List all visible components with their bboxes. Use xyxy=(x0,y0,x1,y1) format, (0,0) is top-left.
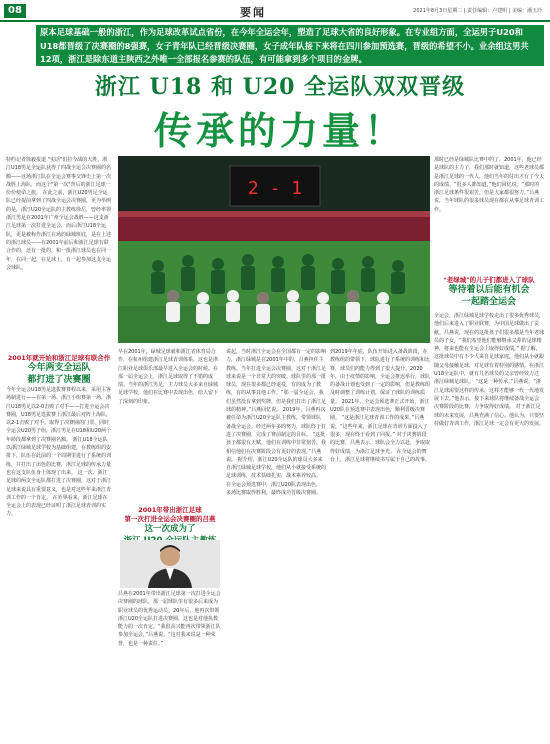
header-rule xyxy=(0,20,550,22)
headline-line2: 传承的力量！ xyxy=(153,108,406,153)
subhead-5 xyxy=(434,275,544,308)
subhead-5-line1: 等待着以后能有机会 xyxy=(448,285,530,295)
dateline: 2021年8月3日星期二 | 责任编辑：卢建明 | 美编：潘玉玲 xyxy=(413,8,542,14)
subhead-2-line1: 这一次成为了 xyxy=(144,524,196,534)
body-column-1: 特约记者徐毅报道 "实话"们拉今战的大胜，浙江U18男足全运队获得了四战全运会决赛圈的名额——这场浙江队在全运会赛事交锋史上第一次战胜上海队，而这个"第一次"背后的浙江足球一份份使命之旅。 在此之前，浙江U20男足全运队已经提前拿到了四战全运会决赛圈，更为举例的是，浙江U20全运队的主教练徐岳，曾经率领浙江男足在2001年广州全运会战胜——这支浙江足球第一次打进全运会，而后浙江U18全运队，更是被称作浙江在场的绿城班底，是在上述的浙江球员——在2001年前后和浙江足球有联合作的，还有一批的，和一批浙江球员也在同一年，在同一起，在足球上，有一起参加这支全运会球队。 xyxy=(6,157,112,271)
team-photo-illustration xyxy=(118,156,430,343)
subhead-1-line1: 今年两支全运队 xyxy=(27,363,91,373)
body-column-2: 早在2001年，绿城足球就和浙江省体育局合作，在杭州组建浙江足球青训体系，这也是浙江职业足球俱乐部最早进入全运会的时候。在那一届全运会上，浙江足球取得了不错的成绩。当年的浙江男足，主力球员大多来自绿城足球学校，他们在比赛中表现出色，给人留下了深刻的印象。 xyxy=(118,349,219,405)
subhead-5-kicker: "老绿城"的儿子们都进入了球队 xyxy=(443,276,535,284)
subhead-1-line2: 都打进了决赛圈 xyxy=(27,375,91,385)
body-column-5b: 全运会，浙江绿城足球学校走出了很多优秀球员，他们后来进入了职业联赛，为中国足球做出了贡献。吕燕说，现在的这批孩子们很多都是当年老球员的子女，“我们希望他们能够继承父辈的足球精神，将来也能在全运会上取得好成绩。” 据了解，这批球员中有不少人来自足球家庭，他们从小就跟随父母接触足球，对足球有着特别的感情。在浙江U18全运队中，就有几名球员的父亲曾经效力过浙江绿城足球队。 “这是一种传承，”吕燕说，“浙江足球需要这样的传承，这样才能够一代一代地发展下去。”他表示，接下来球队将继续备战全运会决赛阶段的比赛，力争取得好成绩。 对于浙江足球的未来发展，吕燕充满了信心。他认为，只要坚持做好青训工作，浙江足球一定会有更大的发展。 xyxy=(434,313,544,427)
headline-line1: 浙江 U18 和 U20 全运队双双晋级 xyxy=(94,74,466,100)
scoreboard-score: 2 - 1 xyxy=(247,178,303,199)
team-photo xyxy=(118,156,430,343)
coach-portrait-illustration xyxy=(120,540,220,588)
page-number: 08 xyxy=(4,4,26,18)
section-title: 要闻 xyxy=(240,6,266,19)
lead-paragraph: 原本足球基础一般的浙江，作为足球改革试点省份，在今年全运会年，塑造了足球大省的良好形象。在专业组方面，全运男子U20和U18都晋级了决赛圈的8强赛，女子青年队已经晋级决赛圈，女子成年队接下来将在四川参加预选赛，晋级的希望不小。业余组这男共12项，浙江是除东道主陕西之外唯一全部报名参赛的队伍，有可能拿到多个项目的金牌。 xyxy=(36,25,544,66)
subhead-1 xyxy=(6,353,112,386)
subhead-1-kicker: 2001年就开始和浙江足球有联合作 xyxy=(7,354,111,362)
body-column-3: 说起，当时浙江全运会在全国都有一定的影响力，浙江绿城是在2001年中的，吕燕担任主教练。当年打进全运会决赛圈，这对于浙江足球来说是一个非常大的突破。球队里的那一批球员，现在很多都已经退役，有的成为了教练，有的从事其他工作。“那一届全运会，我们虽然没有拿到奖牌，但是我们打出了浙江足球的精神。”吕燕回忆说。 2019年，吕燕再次被任命为浙江U20全运队主教练，带领球队备战全运会。经过两年多的努力，球队终于打进了决赛圈，完成了赛前制定的目标。 “这批孩子都很有天赋，他们在训练中非常刻苦，我相信他们在决赛阶段会有更好的表现。”吕燕说。 据介绍，浙江U20全运队的球员大多来自浙江绿城足球学校，他们从小就接受系统的足球训练，技术基础扎实，战术素养较高。 在全运会预选赛中，浙江U20队表现出色，多场比赛取得胜利，最终成功晋级决赛圈。 xyxy=(226,349,326,497)
body-column-4: 到2019年年底，队伍开始进入备战阶段，在教练组的带领下，球队进行了系统的训练和比赛，球员们的能力得到了很大提升。2020年，由于疫情的影响，全运会推迟举行，球队的备战计划也受到了一定的影响，但是教练组及时调整了训练计划，保证了球队的训练质量。 2021年，全运会预选赛正式开始，浙江U20队在预选赛中表现出色，顺利晋级决赛圈。 “这是浙江足球青训工作的成果，”吕燕说，“这些年来，浙江足球在青训方面投入了很多，现在终于看到了回报。” 对于决赛阶段的比赛，吕燕表示，球队会全力以赴，争取取得好成绩，为浙江足球争光。 在全运会的舞台上，浙江足球将继续书写属于自己的故事。 xyxy=(330,349,430,463)
page-header xyxy=(0,0,550,22)
subhead-5-line2: 一起踏全运会 xyxy=(461,297,516,307)
subhead-2-kicker1: 2001年带出浙江足球 xyxy=(138,506,202,514)
body-column-2b: 吕燕在2001年带出浙江足球第一次打进全运会决赛圈的球队，那一届球队里有很多后来成为职业球员的优秀运动员。20年后，他再次带领浙江U20全运队打进决赛圈，这也是对他执教能力的一次肯定。“我很高兴能再次带领浙江队参加全运会，”吕燕说，“这对我来说是一种荣誉，也是一种责任。” xyxy=(118,591,221,647)
subhead-2-kicker2: 第一次打进全运会决赛圈的吕燕 xyxy=(124,515,216,523)
body-column-5: 那时已经是绿城队比赛中的了，2001年，他已经是球队的主力了，我们那时就知道，这些老球员都是浙江足球的一代人，他们当年的付出才有了今天的成绩。“很多人都知道，”他们回忆说，“那时的浙江足球条件很艰苦，但是大家都很努力。”吕燕说，当年球队的很多球员现在都在从事足球青训工作。 xyxy=(434,157,544,213)
coach-portrait xyxy=(120,540,220,588)
body-column-1b: 今年全运会U18男足选拔赛赛程以来，采用主客场制进行——在第一场、浙江小组赛第一场，浙江U18男足以2-0击败了对手——打进全运会决赛圈，U18男足选拔赛上浙江最后对阵上海队，以2-1击败了对手，取得了决赛圈的门票。同时全运会U20男子组，浙江男足在U18和U20两个年龄段都拿到了决赛圈名额。 浙江U18全运队以浙江绿城足球学校为基础组建，在教练组的安排下，队伍在此前的一个周期里进行了系统的训练，并打出了出色的比赛，浙江足球的传承力量也在这支队伍身上体现了出来。 这一次，浙江足球的两支全运队都打进了决赛圈，这对于浙江足球来说具有重要意义，也是对这些年来浙江青训工作的一个肯定。 在外界看来，浙江足球在全运会上的表现已经证明了浙江足球青训的实力。 xyxy=(6,387,112,518)
